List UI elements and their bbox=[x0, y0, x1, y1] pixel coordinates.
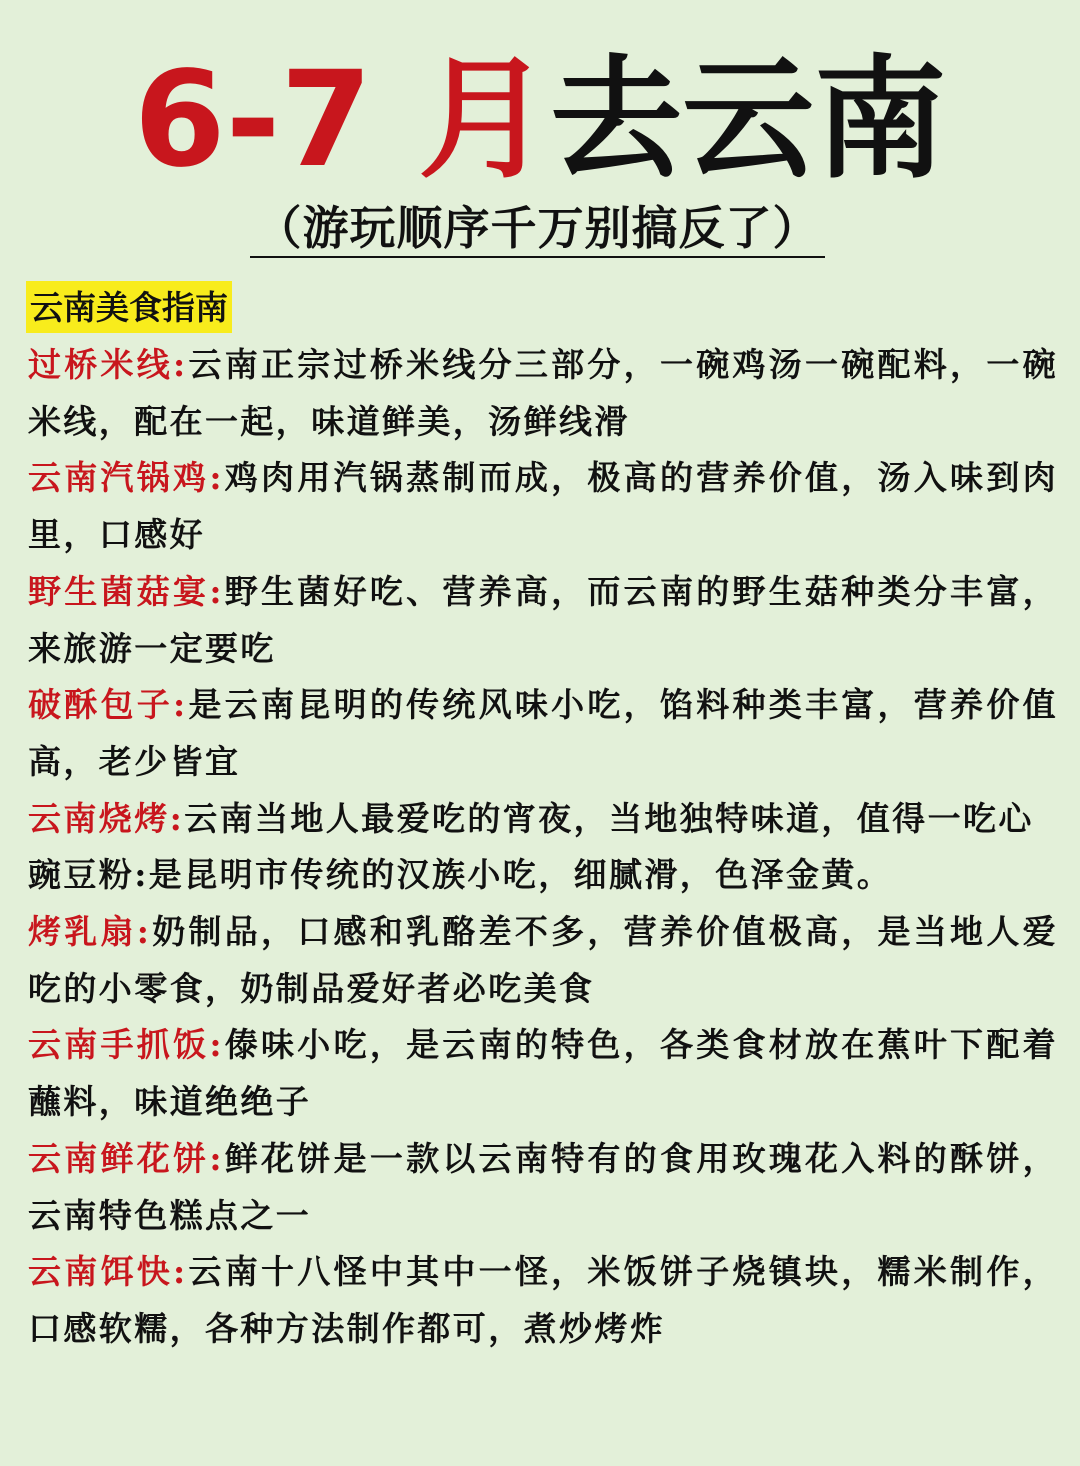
list-item bbox=[28, 677, 1058, 790]
list-item bbox=[28, 1017, 1058, 1130]
food-description: 云南当地人最爱吃的宵夜，当地独特味道，值得一吃心 bbox=[184, 798, 1034, 838]
food-name: 破酥包子: bbox=[28, 685, 188, 725]
list-item bbox=[28, 337, 1058, 450]
food-description: 云南正宗过桥米线分三部分，一碗鸡汤一碗配料，一碗米线，配在一起，味道鲜美，汤鲜线滑 bbox=[28, 345, 1058, 441]
food-name: 烤乳扇: bbox=[28, 912, 152, 952]
food-name: 云南饵快: bbox=[28, 1252, 188, 1292]
list-item bbox=[28, 791, 1058, 848]
title-destination: 去云南 bbox=[550, 43, 947, 197]
food-description: 奶制品，口感和乳酪差不多，营养价值极高，是当地人爱吃的小零食，奶制品爱好者必吃美食 bbox=[28, 912, 1058, 1008]
food-name: 云南鲜花饼: bbox=[28, 1138, 224, 1178]
food-description: 云南十八怪中其中一怪，米饭饼子烧镇块，糯米制作，口感软糯，各种方法制作都可，煮炒烤炸 bbox=[28, 1252, 1058, 1348]
food-list bbox=[28, 337, 1058, 1358]
food-name: 云南手抓饭: bbox=[28, 1025, 224, 1065]
food-description: 是云南昆明的传统风味小吃，馅料种类丰富，营养价值高，老少皆宜 bbox=[28, 685, 1058, 781]
list-item bbox=[28, 1244, 1058, 1357]
food-name: 过桥米线: bbox=[28, 345, 188, 384]
food-description: 傣味小吃，是云南的特色，各类食材放在蕉叶下配着蘸料，味道绝绝子 bbox=[28, 1025, 1058, 1122]
list-item bbox=[28, 450, 1058, 563]
food-name: 野生菌菇宴: bbox=[28, 571, 224, 611]
food-description: 是昆明市传统的汉族小吃，细腻滑，色泽金黄。 bbox=[148, 855, 893, 895]
page-title bbox=[0, 40, 1080, 200]
list-item bbox=[28, 847, 1058, 904]
title-date: 6-7 月 bbox=[133, 43, 551, 197]
food-description: 鸡肉用汽锅蒸制而成，极高的营养价值，汤入味到肉里，口感好 bbox=[28, 458, 1058, 555]
list-item bbox=[28, 1131, 1058, 1244]
food-name: 云南烧烤: bbox=[28, 798, 185, 838]
food-description: 鲜花饼是一款以云南特有的食用玫瑰花入料的酥饼，云南特色糕点之一 bbox=[28, 1138, 1058, 1235]
list-item bbox=[28, 564, 1058, 677]
food-description: 野生菌好吃、营养高，而云南的野生菇种类分丰富，来旅游一定要吃 bbox=[28, 571, 1058, 668]
page-subtitle: （游玩顺序千万别搞反了） bbox=[250, 200, 825, 258]
list-item bbox=[28, 904, 1058, 1017]
section-label: 云南美食指南 bbox=[26, 281, 232, 333]
food-name: 豌豆粉: bbox=[28, 855, 149, 895]
food-name: 云南汽锅鸡: bbox=[28, 458, 224, 498]
